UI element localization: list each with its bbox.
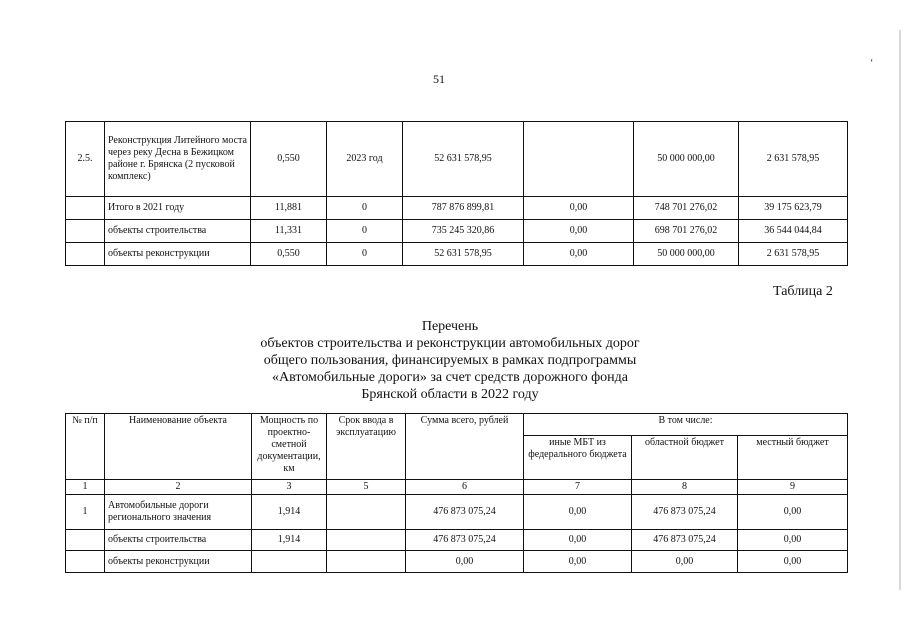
header-num: № п/п: [66, 414, 105, 480]
table-row: [66, 122, 848, 197]
row-number: 2.5.: [66, 122, 105, 197]
local-cell: 2 631 578,95: [739, 243, 848, 266]
document-title: [190, 318, 710, 403]
column-number: 2: [105, 480, 252, 495]
column-number: 3: [252, 480, 327, 495]
local-cell: 0,00: [738, 551, 848, 573]
total-cell: 52 631 578,95: [403, 122, 524, 197]
regional-cell: 698 701 276,02: [634, 220, 739, 243]
capacity-cell: 0,550: [251, 243, 327, 266]
capacity-cell: [252, 551, 327, 573]
table-row: [66, 197, 848, 220]
title-line: общего пользования, финансируемых в рамках подпрограммы: [263, 353, 637, 368]
object-name: объекты реконструкции: [105, 551, 252, 573]
table-2022-objects: [65, 413, 848, 573]
column-number: 5: [327, 480, 406, 495]
regional-cell: 476 873 075,24: [632, 495, 738, 530]
local-cell: 39 175 623,79: [739, 197, 848, 220]
header-local: местный бюджет: [738, 436, 848, 480]
row-number: [66, 551, 105, 573]
row-number: [66, 220, 105, 243]
period-cell: 2023 год: [327, 122, 403, 197]
mbt-cell: 0,00: [524, 243, 634, 266]
object-name: Итого в 2021 году: [105, 197, 251, 220]
row-number: [66, 197, 105, 220]
local-cell: 2 631 578,95: [739, 122, 848, 197]
table-2021-objects: [65, 121, 848, 266]
object-name: объекты строительства: [105, 220, 251, 243]
mbt-cell: [524, 122, 634, 197]
header-capacity: Мощность по проектно-сметной документации, км: [252, 414, 327, 480]
header-row: [66, 414, 848, 436]
table-row: [66, 243, 848, 266]
header-period: Срок ввода в эксплуатацию: [327, 414, 406, 480]
period-cell: [327, 530, 406, 551]
total-cell: 52 631 578,95: [403, 243, 524, 266]
regional-cell: 50 000 000,00: [634, 122, 739, 197]
column-number: 8: [632, 480, 738, 495]
regional-cell: 0,00: [632, 551, 738, 573]
regional-cell: 50 000 000,00: [634, 243, 739, 266]
capacity-cell: 0,550: [251, 122, 327, 197]
local-cell: 0,00: [738, 530, 848, 551]
mbt-cell: 0,00: [524, 197, 634, 220]
scan-mark: ʻ: [870, 58, 874, 69]
scan-edge-line: [899, 30, 901, 590]
column-number: 1: [66, 480, 105, 495]
column-number: 7: [524, 480, 632, 495]
regional-cell: 748 701 276,02: [634, 197, 739, 220]
table-row: [66, 495, 848, 530]
title-line: объектов строительства и реконструкции автомобильных дорог: [260, 336, 640, 351]
header-mbt: иные МБТ из федерального бюджета: [524, 436, 632, 480]
period-cell: 0: [327, 243, 403, 266]
period-cell: 0: [327, 197, 403, 220]
mbt-cell: 0,00: [524, 220, 634, 243]
total-cell: 735 245 320,86: [403, 220, 524, 243]
local-cell: 36 544 044,84: [739, 220, 848, 243]
title-line: Брянской области в 2022 году: [361, 387, 539, 402]
row-number: [66, 243, 105, 266]
total-cell: 787 876 899,81: [403, 197, 524, 220]
object-name: Автомобильные дороги регионального значения: [105, 495, 252, 530]
object-name: объекты строительства: [105, 530, 252, 551]
mbt-cell: 0,00: [524, 551, 632, 573]
total-cell: 476 873 075,24: [406, 530, 524, 551]
capacity-cell: 1,914: [252, 495, 327, 530]
header-including: В том числе:: [524, 414, 848, 436]
column-number: 6: [406, 480, 524, 495]
object-name: объекты реконструкции: [105, 243, 251, 266]
table-label: Таблица 2: [773, 284, 833, 299]
object-name: Реконструкция Литейного моста через реку Десна в Бежицком районе г. Брянска (2 пусковой комплекс): [105, 122, 251, 197]
local-cell: 0,00: [738, 495, 848, 530]
total-cell: 0,00: [406, 551, 524, 573]
title-line: Перечень: [421, 319, 479, 334]
period-cell: 0: [327, 220, 403, 243]
header-regional: областной бюджет: [632, 436, 738, 480]
table-row: [66, 551, 848, 573]
period-cell: [327, 551, 406, 573]
page-number: 51: [433, 72, 445, 86]
column-number: 9: [738, 480, 848, 495]
header-total: Сумма всего, рублей: [406, 414, 524, 480]
mbt-cell: 0,00: [524, 495, 632, 530]
table-row: [66, 220, 848, 243]
regional-cell: 476 873 075,24: [632, 530, 738, 551]
header-name: Наименование объекта: [105, 414, 252, 480]
title-line: «Автомобильные дороги» за счет средств дорожного фонда: [272, 370, 628, 385]
row-number: 1: [66, 495, 105, 530]
mbt-cell: 0,00: [524, 530, 632, 551]
total-cell: 476 873 075,24: [406, 495, 524, 530]
capacity-cell: 11,331: [251, 220, 327, 243]
capacity-cell: 11,881: [251, 197, 327, 220]
row-number: [66, 530, 105, 551]
capacity-cell: 1,914: [252, 530, 327, 551]
period-cell: [327, 495, 406, 530]
table-row: [66, 530, 848, 551]
column-number-row: [66, 480, 848, 495]
